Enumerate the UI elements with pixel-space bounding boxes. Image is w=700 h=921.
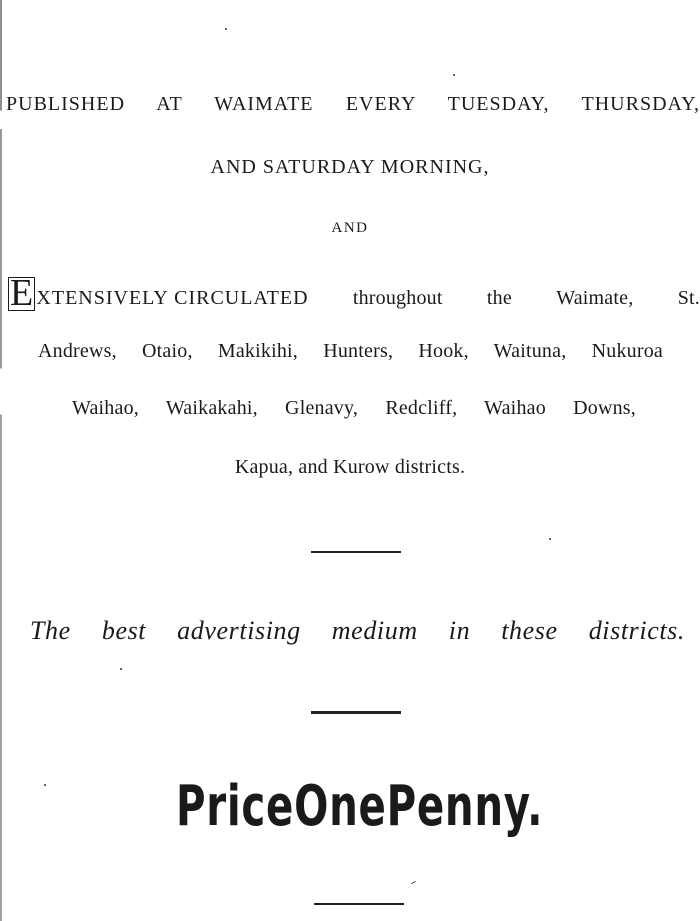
- price-word: Price: [176, 774, 295, 839]
- circulation-word: the: [486, 287, 512, 309]
- publication-schedule-line: PUBLISHED AT WAIMATE EVERY TUESDAY, THURSDAY,: [6, 93, 700, 115]
- price-word: One: [294, 774, 387, 839]
- publication-days-line: AND SATURDAY MORNING,: [210, 156, 490, 178]
- print-speck: [120, 668, 122, 670]
- price-word: Penny.: [386, 774, 544, 839]
- advertising-tagline: The best advertising medium in these districts.: [30, 616, 685, 645]
- divider-rule: [314, 903, 404, 905]
- drop-cap-letter: E: [10, 272, 34, 314]
- divider-rule: [311, 711, 401, 714]
- conjunction-line: AND: [331, 220, 369, 236]
- print-speck: [453, 74, 455, 76]
- circulation-word: St.: [677, 287, 700, 309]
- print-speck: [225, 28, 227, 30]
- districts-line-2: Waihao, Waikakahi, Glenavy, Redcliff, Waihao Downs,: [72, 397, 636, 419]
- circulation-line: [8, 272, 700, 314]
- print-speck: [44, 784, 46, 786]
- circulation-word: throughout: [352, 287, 443, 309]
- circulation-text: [36, 285, 700, 311]
- print-speck: [549, 538, 551, 540]
- circulation-word: Waimate,: [556, 287, 634, 309]
- circulation-caps: XTENSIVELY CIRCULATED: [36, 287, 309, 309]
- divider-rule: [311, 551, 401, 553]
- print-speck: [411, 881, 416, 884]
- price-heading: [176, 772, 544, 842]
- districts-line-3: Kapua, and Kurow districts.: [234, 456, 466, 478]
- districts-line-1: Andrews, Otaio, Makikihi, Hunters, Hook, Waituna, Nukuroa: [38, 340, 663, 362]
